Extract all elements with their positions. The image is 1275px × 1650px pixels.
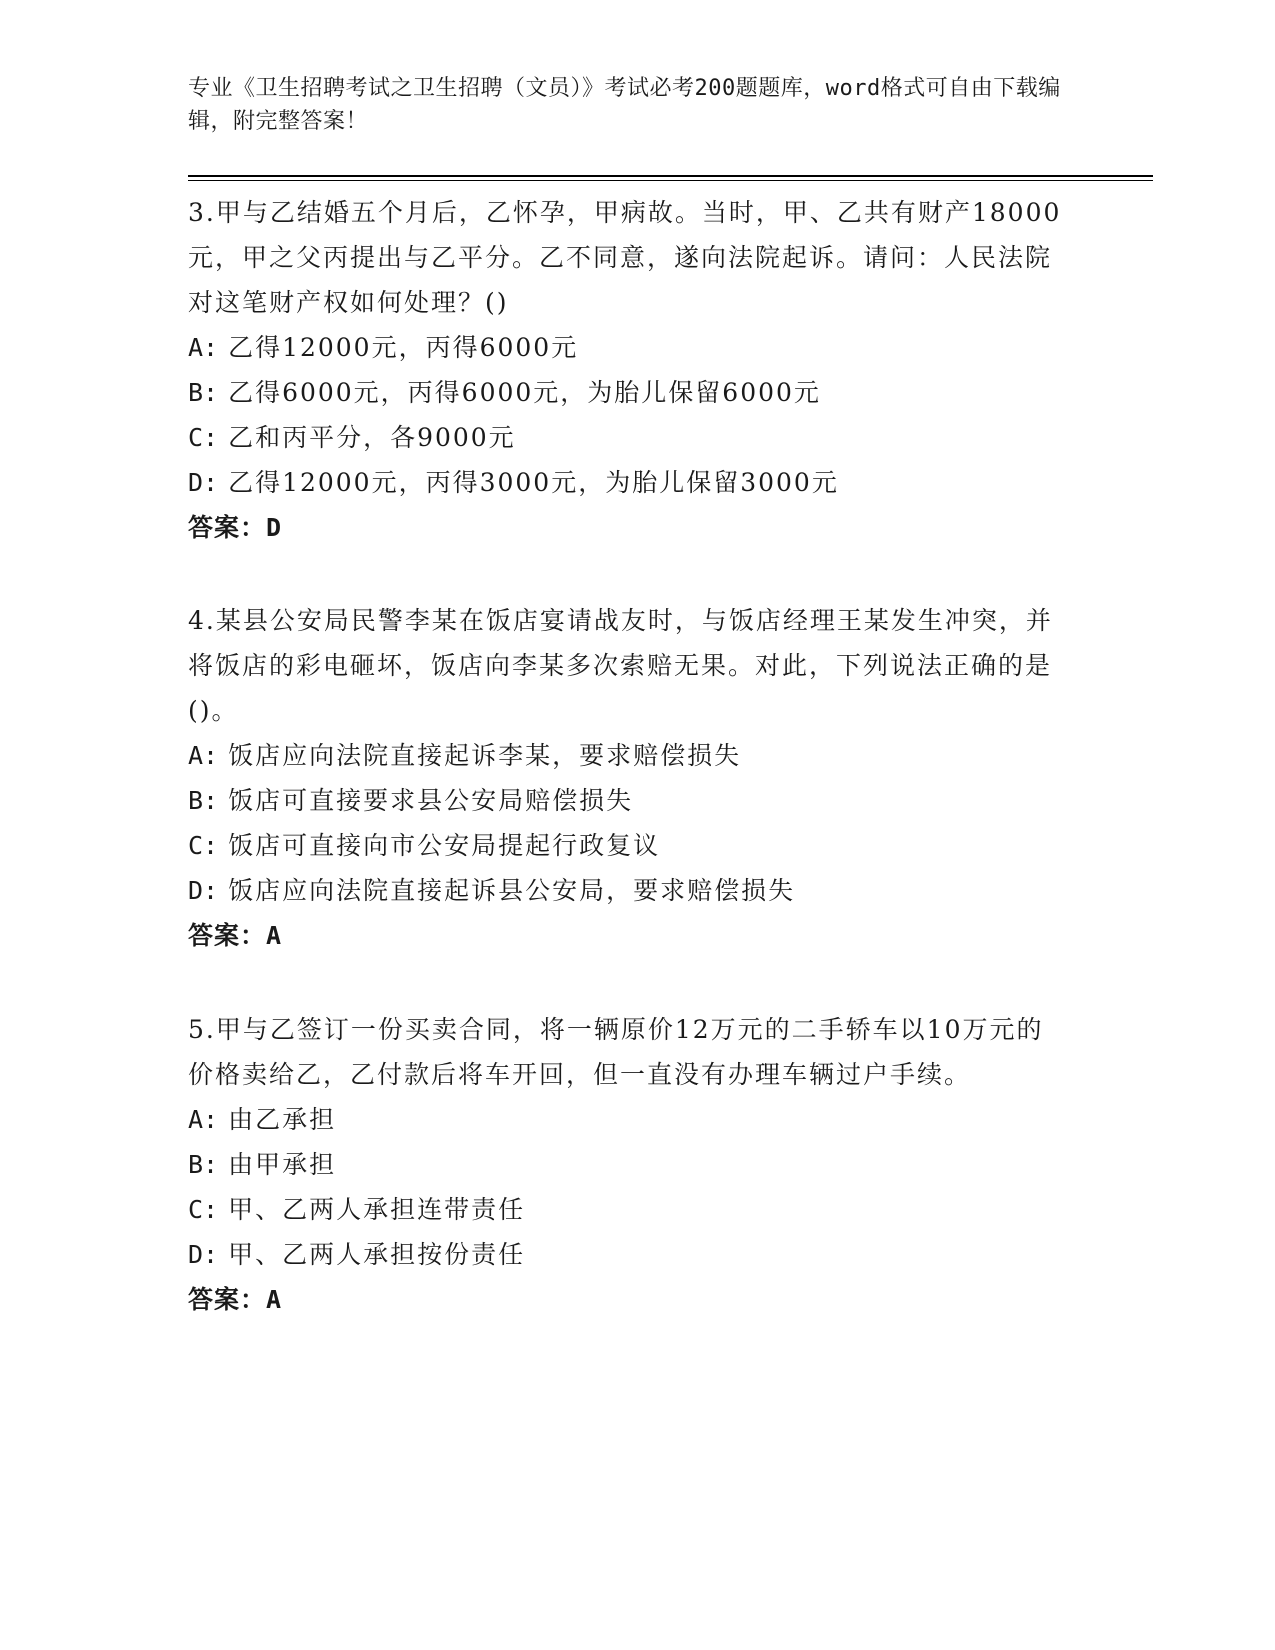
question-stem: 3.甲与乙结婚五个月后，乙怀孕，甲病故。当时，甲、乙共有财产18000元，甲之父丙提出与乙平分。乙不同意，遂向法院起诉。请问：人民法院对这笔财产权如何处理？(): [188, 198, 1062, 317]
option-text: 乙得6000元，丙得6000元，为胎儿保留6000元: [228, 378, 821, 407]
option-text: 甲、乙两人承担连带责任: [228, 1195, 526, 1224]
option-text: 饭店应向法院直接起诉李某，要求赔偿损失: [228, 741, 742, 770]
question-block: [188, 598, 1068, 958]
option-letter: D:: [188, 1240, 219, 1269]
option-letter: D:: [188, 468, 219, 497]
option-letter: B:: [188, 786, 219, 815]
question-stem: 5.甲与乙签订一份买卖合同，将一辆原价12万元的二手轿车以10万元的价格卖给乙，乙付款后将车开回，但一直没有办理车辆过户手续。: [188, 1015, 1044, 1089]
option-letter: A:: [188, 741, 219, 770]
option-letter: A:: [188, 333, 219, 362]
option-b: [188, 1142, 1068, 1187]
option-text: 饭店可直接要求县公安局赔偿损失: [228, 786, 634, 815]
option-text: 由甲承担: [228, 1150, 337, 1179]
option-d: [188, 868, 1068, 913]
option-text: 饭店应向法院直接起诉县公安局，要求赔偿损失: [228, 876, 796, 905]
option-text: 饭店可直接向市公安局提起行政复议: [228, 831, 661, 860]
option-c: [188, 1187, 1068, 1232]
option-a: [188, 733, 1068, 778]
option-letter: D:: [188, 876, 219, 905]
option-b: [188, 778, 1068, 823]
option-b: [188, 370, 1068, 415]
option-text: 乙得12000元，丙得6000元: [228, 333, 579, 362]
header-divider-thin: [188, 180, 1153, 181]
option-letter: C:: [188, 831, 219, 860]
answer-line: 答案：A: [188, 1285, 283, 1314]
option-letter: A:: [188, 1105, 219, 1134]
option-d: [188, 460, 1068, 505]
option-a: [188, 325, 1068, 370]
header-divider-thick: [188, 175, 1153, 177]
option-c: [188, 823, 1068, 868]
document-header: 专业《卫生招聘考试之卫生招聘（文员）》考试必考200题题库，word格式可自由下载编辑，附完整答案！: [188, 76, 1061, 134]
option-text: 乙得12000元，丙得3000元，为胎儿保留3000元: [228, 468, 839, 497]
answer-line: 答案：A: [188, 921, 283, 950]
option-a: [188, 1097, 1068, 1142]
option-c: [188, 415, 1068, 460]
answer-line: 答案：D: [188, 513, 283, 542]
option-letter: C:: [188, 1195, 219, 1224]
option-letter: B:: [188, 1150, 219, 1179]
question-block: [188, 1007, 1068, 1322]
option-letter: B:: [188, 378, 219, 407]
question-block: [188, 190, 1068, 550]
option-d: [188, 1232, 1068, 1277]
option-text: 由乙承担: [228, 1105, 337, 1134]
question-stem: 4.某县公安局民警李某在饭店宴请战友时，与饭店经理王某发生冲突，并将饭店的彩电砸坏，饭店向李某多次索赔无果。对此，下列说法正确的是()。: [188, 606, 1053, 725]
option-text: 乙和丙平分，各9000元: [228, 423, 516, 452]
option-text: 甲、乙两人承担按份责任: [228, 1240, 526, 1269]
option-letter: C:: [188, 423, 219, 452]
